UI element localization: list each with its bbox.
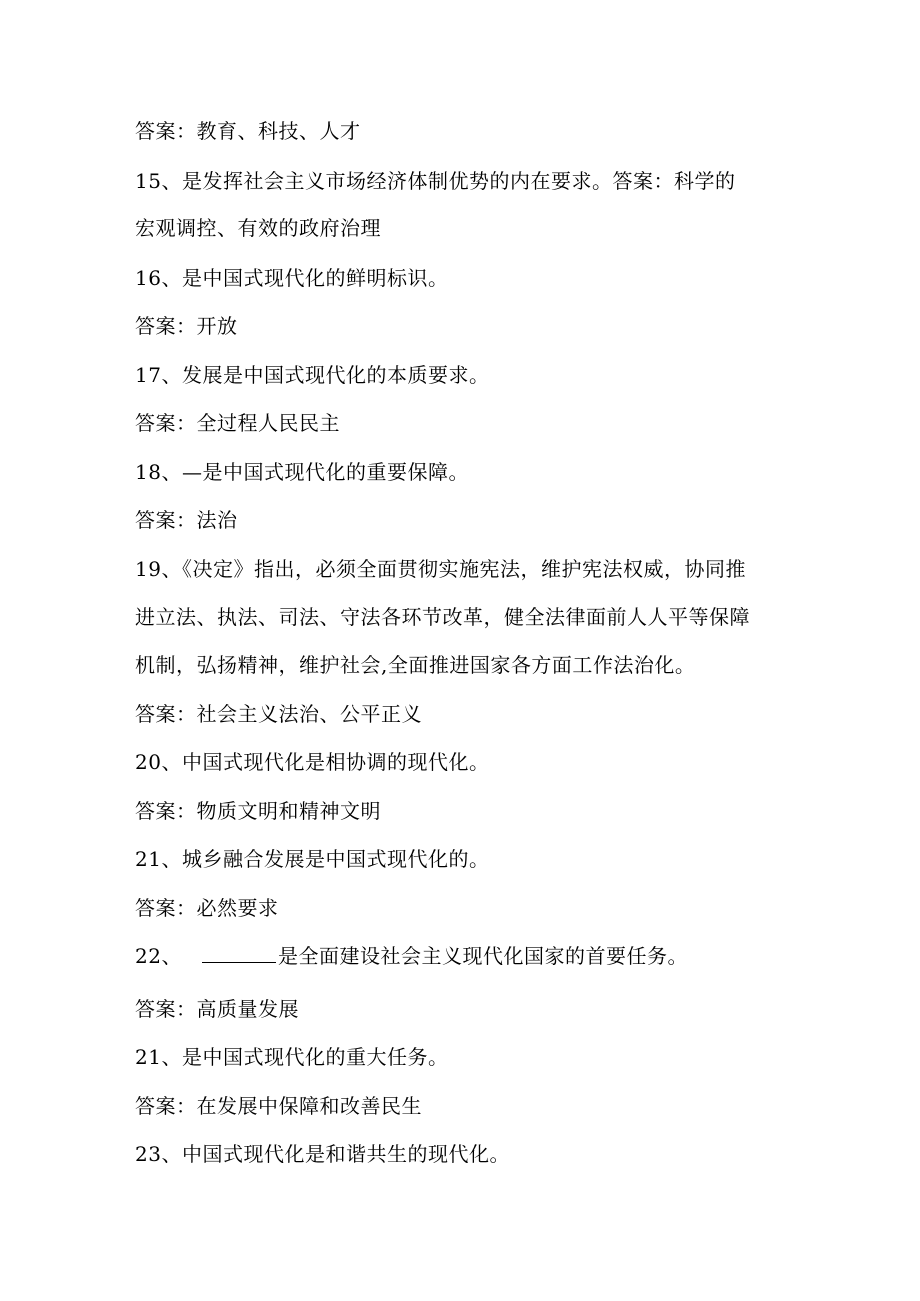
answer-21b: 答案：在发展中保障和改善民生 — [135, 1094, 422, 1118]
answer-14: 答案：教育、科技、人才 — [135, 119, 361, 143]
question-15-line-2: 宏观调控、有效的政府治理 — [135, 216, 381, 240]
answer-20: 答案：物质文明和精神文明 — [135, 799, 381, 823]
answer-18: 答案：法治 — [135, 508, 238, 532]
question-18: 18、—是中国式现代化的重要保障。 — [135, 460, 469, 484]
question-22 — [135, 943, 815, 969]
answer-16: 答案：开放 — [135, 314, 238, 338]
answer-19: 答案：社会主义法治、公平正义 — [135, 702, 422, 726]
question-22-number: 22、 — [135, 944, 182, 968]
question-16: 16、是中国式现代化的鲜明标识。 — [135, 266, 449, 290]
question-21: 21、城乡融合发展是中国式现代化的。 — [135, 847, 490, 871]
fill-in-blank — [202, 944, 276, 963]
question-21b: 21、是中国式现代化的重大任务。 — [135, 1045, 449, 1069]
question-19-line-2: 进立法、执法、司法、守法各环节改革，健全法律面前人人平等保障 — [135, 605, 750, 629]
question-15-line-1: 15、是发挥社会主义市场经济体制优势的内在要求。答案：科学的 — [135, 169, 736, 193]
answer-17: 答案：全过程人民民主 — [135, 411, 340, 435]
question-19-line-1: 19、《决定》指出，必须全面贯彻实施宪法，维护宪法权威，协同推 — [135, 557, 746, 581]
answer-22: 答案：高质量发展 — [135, 997, 299, 1021]
question-17: 17、发展是中国式现代化的本质要求。 — [135, 363, 490, 387]
question-23: 23、中国式现代化是和谐共生的现代化。 — [135, 1142, 510, 1166]
question-19-line-3: 机制，弘扬精神，维护社会,全面推进国家各方面工作法治化。 — [135, 653, 696, 677]
question-22-text: 是全面建设社会主义现代化国家的首要任务。 — [277, 944, 688, 968]
answer-21: 答案：必然要求 — [135, 896, 279, 920]
question-20: 20、中国式现代化是相协调的现代化。 — [135, 750, 490, 774]
